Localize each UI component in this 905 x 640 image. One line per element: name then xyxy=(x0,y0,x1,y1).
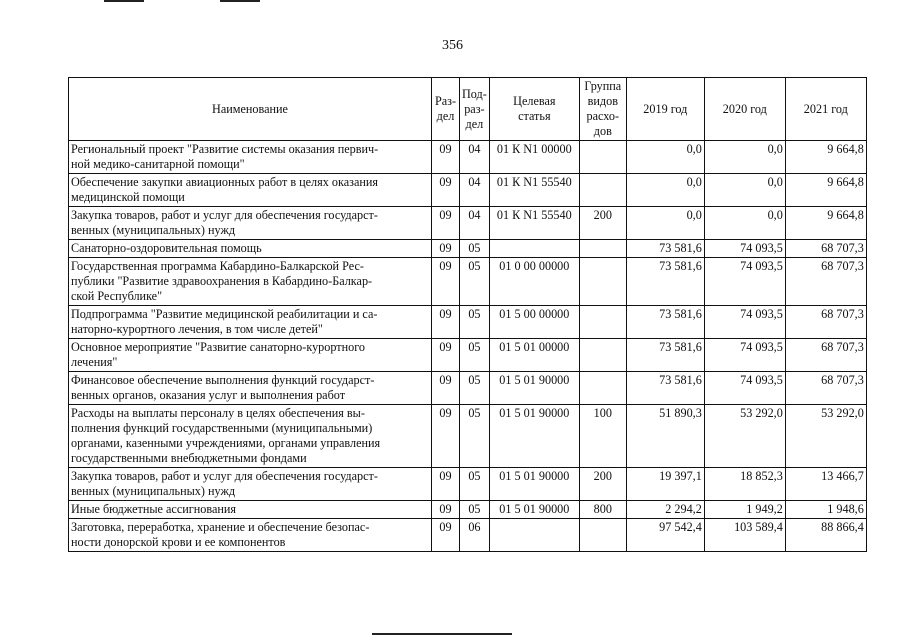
top-rule-left xyxy=(104,0,144,2)
row-razdel-cell: 09 xyxy=(432,207,460,240)
row-2021-cell: 68 707,3 xyxy=(785,339,866,372)
table-row xyxy=(69,240,867,258)
row-2021-cell: 13 466,7 xyxy=(785,468,866,501)
row-podrazdel-cell: 05 xyxy=(460,372,490,405)
row-name-cell: Закупка товаров, работ и услуг для обеспечения государст- венных (муниципальных) нужд xyxy=(69,207,432,240)
row-podrazdel-cell: 05 xyxy=(460,468,490,501)
row-2019-cell: 0,0 xyxy=(626,141,704,174)
row-2020-cell: 74 093,5 xyxy=(704,306,785,339)
row-2021-cell: 9 664,8 xyxy=(785,141,866,174)
row-podrazdel-cell: 05 xyxy=(460,501,490,519)
row-2020-cell: 74 093,5 xyxy=(704,258,785,306)
row-name-cell: Государственная программа Кабардино-Балкарской Рес- публики "Развитие здравоохранения в Кабардино-Балкар- ской Республике" xyxy=(69,258,432,306)
header-group xyxy=(579,78,626,141)
row-2021-cell: 1 948,6 xyxy=(785,501,866,519)
row-razdel-cell: 09 xyxy=(432,372,460,405)
row-2020-cell: 0,0 xyxy=(704,174,785,207)
row-razdel-cell: 09 xyxy=(432,405,460,468)
row-2020-cell: 1 949,2 xyxy=(704,501,785,519)
row-name-cell: Закупка товаров, работ и услуг для обеспечения государст- венных (муниципальных) нужд xyxy=(69,468,432,501)
header-razdel-line: Раз- xyxy=(434,94,457,108)
header-target xyxy=(489,78,579,141)
row-name-cell: Подпрограмма "Развитие медицинской реабилитации и са- наторно-курортного лечения, в том числе детей" xyxy=(69,306,432,339)
row-name-cell: Иные бюджетные ассигнования xyxy=(69,501,432,519)
top-rule-right xyxy=(220,0,260,2)
row-razdel-cell: 09 xyxy=(432,306,460,339)
row-razdel-cell: 09 xyxy=(432,468,460,501)
row-podrazdel-cell: 05 xyxy=(460,339,490,372)
row-group-cell xyxy=(579,306,626,339)
header-row xyxy=(69,78,867,141)
row-podrazdel-cell: 04 xyxy=(460,207,490,240)
table-row xyxy=(69,372,867,405)
row-razdel-cell: 09 xyxy=(432,240,460,258)
row-2019-cell: 19 397,1 xyxy=(626,468,704,501)
row-2019-cell: 73 581,6 xyxy=(626,306,704,339)
row-razdel-cell: 09 xyxy=(432,258,460,306)
row-2021-cell: 53 292,0 xyxy=(785,405,866,468)
row-2020-cell: 74 093,5 xyxy=(704,240,785,258)
header-group-line: расхо- xyxy=(586,109,620,123)
table-row xyxy=(69,306,867,339)
row-name-cell: Заготовка, переработка, хранение и обеспечение безопас- ности донорской крови и ее компонентов xyxy=(69,519,432,552)
header-podrazdel-line: раз- xyxy=(464,101,485,116)
row-2019-cell: 0,0 xyxy=(626,207,704,240)
row-2020-cell: 0,0 xyxy=(704,141,785,174)
row-group-cell: 200 xyxy=(579,468,626,501)
bottom-rule xyxy=(372,633,512,635)
row-2020-cell: 103 589,4 xyxy=(704,519,785,552)
row-2019-cell: 0,0 xyxy=(626,174,704,207)
row-podrazdel-cell: 04 xyxy=(460,141,490,174)
row-target-cell: 01 К N1 55540 xyxy=(489,174,579,207)
row-2021-cell: 68 707,3 xyxy=(785,306,866,339)
row-razdel-cell: 09 xyxy=(432,174,460,207)
header-name: Наименование xyxy=(69,78,432,141)
row-2019-cell: 97 542,4 xyxy=(626,519,704,552)
header-target-line: Целевая xyxy=(513,94,556,108)
row-name-cell: Расходы на выплаты персоналу в целях обеспечения вы- полнения функций государственными (муниципальными) органами, казенными учреждениями, органами управления государственными внебюджетными фондами xyxy=(69,405,432,468)
table-row xyxy=(69,174,867,207)
budget-table xyxy=(68,77,867,552)
table-row xyxy=(69,258,867,306)
page-number: 356 xyxy=(442,38,463,53)
row-name-cell: Финансовое обеспечение выполнения функций государст- венных органов, оказания услуг и выполнения работ xyxy=(69,372,432,405)
row-target-cell: 01 К N1 00000 xyxy=(489,141,579,174)
row-2021-cell: 9 664,8 xyxy=(785,207,866,240)
row-group-cell xyxy=(579,174,626,207)
row-podrazdel-cell: 05 xyxy=(460,240,490,258)
header-2019: 2019 год xyxy=(626,78,704,141)
row-group-cell xyxy=(579,519,626,552)
row-razdel-cell: 09 xyxy=(432,501,460,519)
row-2021-cell: 68 707,3 xyxy=(785,372,866,405)
header-podrazdel-line: Под- xyxy=(462,86,487,101)
row-2020-cell: 18 852,3 xyxy=(704,468,785,501)
table-body xyxy=(69,141,867,552)
header-razdel xyxy=(432,78,460,141)
table-row xyxy=(69,468,867,501)
table-row xyxy=(69,207,867,240)
row-2019-cell: 73 581,6 xyxy=(626,372,704,405)
row-name-cell: Региональный проект "Развитие системы оказания первич- ной медико-санитарной помощи" xyxy=(69,141,432,174)
header-podrazdel xyxy=(460,78,490,141)
row-razdel-cell: 09 xyxy=(432,339,460,372)
table-row xyxy=(69,405,867,468)
row-podrazdel-cell: 05 xyxy=(460,405,490,468)
row-razdel-cell: 09 xyxy=(432,141,460,174)
row-2021-cell: 88 866,4 xyxy=(785,519,866,552)
row-podrazdel-cell: 05 xyxy=(460,258,490,306)
row-2019-cell: 51 890,3 xyxy=(626,405,704,468)
row-podrazdel-cell: 06 xyxy=(460,519,490,552)
row-name-cell: Санаторно-оздоровительная помощь xyxy=(69,240,432,258)
header-group-line: Группа xyxy=(584,79,622,93)
row-podrazdel-cell: 05 xyxy=(460,306,490,339)
row-2019-cell: 73 581,6 xyxy=(626,240,704,258)
row-target-cell: 01 5 01 90000 xyxy=(489,372,579,405)
header-2021: 2021 год xyxy=(785,78,866,141)
row-group-cell xyxy=(579,240,626,258)
row-target-cell: 01 5 01 00000 xyxy=(489,339,579,372)
row-target-cell: 01 0 00 00000 xyxy=(489,258,579,306)
row-2019-cell: 2 294,2 xyxy=(626,501,704,519)
header-target-line: статья xyxy=(518,109,551,123)
row-2021-cell: 68 707,3 xyxy=(785,240,866,258)
row-target-cell xyxy=(489,519,579,552)
header-podrazdel-line: дел xyxy=(465,116,484,131)
row-target-cell xyxy=(489,240,579,258)
row-razdel-cell: 09 xyxy=(432,519,460,552)
row-target-cell: 01 К N1 55540 xyxy=(489,207,579,240)
row-group-cell xyxy=(579,258,626,306)
row-group-cell xyxy=(579,372,626,405)
row-group-cell xyxy=(579,141,626,174)
row-2021-cell: 68 707,3 xyxy=(785,258,866,306)
header-group-line: дов xyxy=(593,124,612,138)
row-target-cell: 01 5 00 00000 xyxy=(489,306,579,339)
row-name-cell: Обеспечение закупки авиационных работ в целях оказания медицинской помощи xyxy=(69,174,432,207)
row-target-cell: 01 5 01 90000 xyxy=(489,468,579,501)
row-name-cell: Основное мероприятие "Развитие санаторно-курортного лечения" xyxy=(69,339,432,372)
row-2019-cell: 73 581,6 xyxy=(626,258,704,306)
row-2019-cell: 73 581,6 xyxy=(626,339,704,372)
row-podrazdel-cell: 04 xyxy=(460,174,490,207)
row-target-cell: 01 5 01 90000 xyxy=(489,405,579,468)
row-group-cell xyxy=(579,339,626,372)
row-2021-cell: 9 664,8 xyxy=(785,174,866,207)
row-2020-cell: 0,0 xyxy=(704,207,785,240)
row-2020-cell: 53 292,0 xyxy=(704,405,785,468)
header-group-line: видов xyxy=(587,94,618,108)
row-group-cell: 200 xyxy=(579,207,626,240)
row-group-cell: 800 xyxy=(579,501,626,519)
table-row xyxy=(69,519,867,552)
table-row xyxy=(69,339,867,372)
header-2020: 2020 год xyxy=(704,78,785,141)
table-row xyxy=(69,141,867,174)
row-group-cell: 100 xyxy=(579,405,626,468)
row-2020-cell: 74 093,5 xyxy=(704,372,785,405)
header-razdel-line: дел xyxy=(436,109,455,123)
row-2020-cell: 74 093,5 xyxy=(704,339,785,372)
row-target-cell: 01 5 01 90000 xyxy=(489,501,579,519)
table-row xyxy=(69,501,867,519)
